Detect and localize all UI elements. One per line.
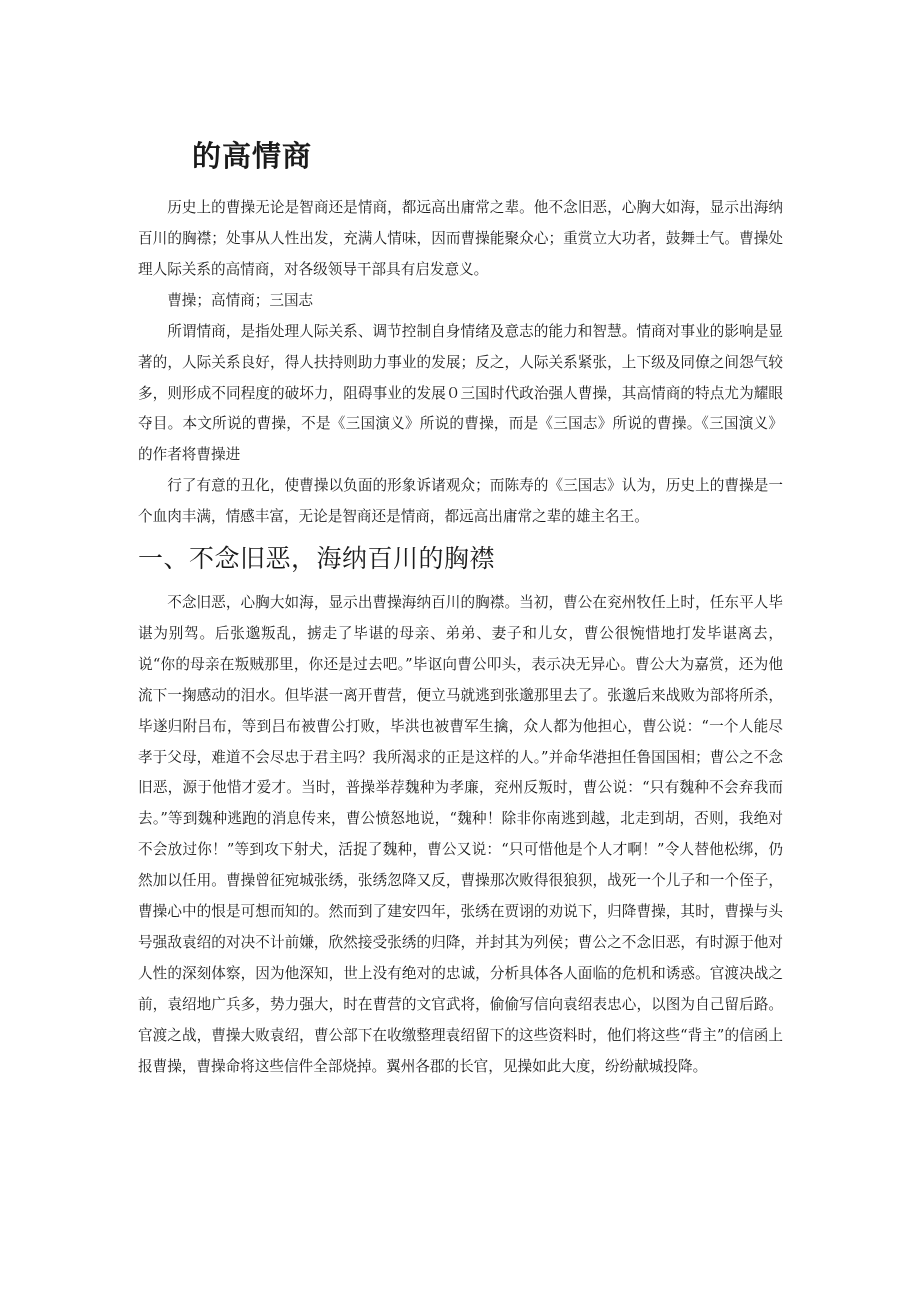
keywords-line: 曹操；高情商；三国志 bbox=[167, 292, 314, 309]
abstract-paragraph: 历史上的曹操无论是智商还是情商，都远高出庸常之辈。他不念旧恶，心胸大如海，显示出海纳百川的胸襟；处事从人性出发，充满人情味，因而曹操能聚众心；重赏立大功者，鼓舞士气。曹操处理人际关系的高情商，对各级领导干部具有启发意义。 bbox=[138, 199, 783, 278]
section-1-body: 不念旧恶，心胸大如海，显示出曹操海纳百川的胸襟。当初，曹公在兖州牧任上时，任东平人毕谌为别驾。后张邈叛乱，掳走了毕谌的母亲、弟弟、妻子和儿女，曹公很惋惜地打发毕谌离去，说“你的母亲在叛贼那里，你还是过去吧。”毕讴向曹公叩头，表示决无异心。曹公大为嘉赏，还为他流下一掬感动的泪水。但毕湛一离开曹营，便立马就逃到张邈那里去了。张邈后来战败为部将所杀，毕遂归附吕布，等到吕布被曹公打败，毕洪也被曹军生擒，众人都为他担心，曹公说：“一个人能尽孝于父母，难道不会尽忠于君主吗？我所渴求的正是这样的人。”并命华港担任鲁国国相；曹公之不念旧恶，源于他惜才爱才。当时，普操举荐魏种为孝廉，兖州反叛时，曹公说：“只有魏种不会弃我而去。”等到魏种逃跑的消息传来，曹公愤怒地说，“魏种！除非你南逃到越，北走到胡，否则，我绝对不会放过你！”等到攻下射犬，活捉了魏种，曹公又说：“只可惜他是个人才啊！”令人替他松绑，仍然加以任用。曹操曾征宛城张绣，张绣忽降又反，曹操那次败得很狼狈，战死一个儿子和一个侄子，曹操心中的恨是可想而知的。然而到了建安四年，张绣在贾诩的劝说下，归降曹操，其时，曹操与头号强敌袁绍的对决不计前嫌，欣然接受张绣的归降，并封其为列侯；曹公之不念旧恶，有时源于他对人性的深刻体察，因为他深知，世上没有绝对的忠诚，分析具体各人面临的危机和诱惑。官渡决战之前，袁绍地广兵多，势力强大，时在曹营的文官武将，偷偷写信向袁绍表忠心，以图为自己留后路。官渡之战，曹操大败袁绍，曹公部下在收缴整理袁绍留下的这些资料时，他们将这些“背主”的信函上报曹操，曹操命将这些信件全部烧掉。翼州各郡的长官，见操如此大度，纷纷献城投降。 bbox=[138, 594, 783, 1075]
section-1-heading: 一、不念旧恶，海纳百川的胸襟 bbox=[138, 544, 496, 573]
document-title: 的高情商 bbox=[192, 139, 313, 173]
intro-paragraph-1: 所谓情商，是指处理人际关系、调节控制自身情绪及意志的能力和智慧。情商对事业的影响是显著的，人际关系良好，得人扶持则助力事业的发展；反之，人际关系紧张，上下级及同僚之间怨气较多，则形成不同程度的破坏力，阻碍事业的发展０三国时代政治强人曹操，其高情商的特点尤为耀眼夺目。本文所说的曹操，不是《三国演义》所说的曹操，而是《三国志》所说的曹操。《三国演义》的作者将曹操进 bbox=[138, 323, 783, 464]
intro-paragraph-2: 行了有意的丑化，使曹操以负面的形象诉诸观众；而陈寿的《三国志》认为，历史上的曹操是一个血肉丰满，情感丰富，无论是智商还是情商，都远高出庸常之辈的雄主名王。 bbox=[138, 477, 783, 525]
